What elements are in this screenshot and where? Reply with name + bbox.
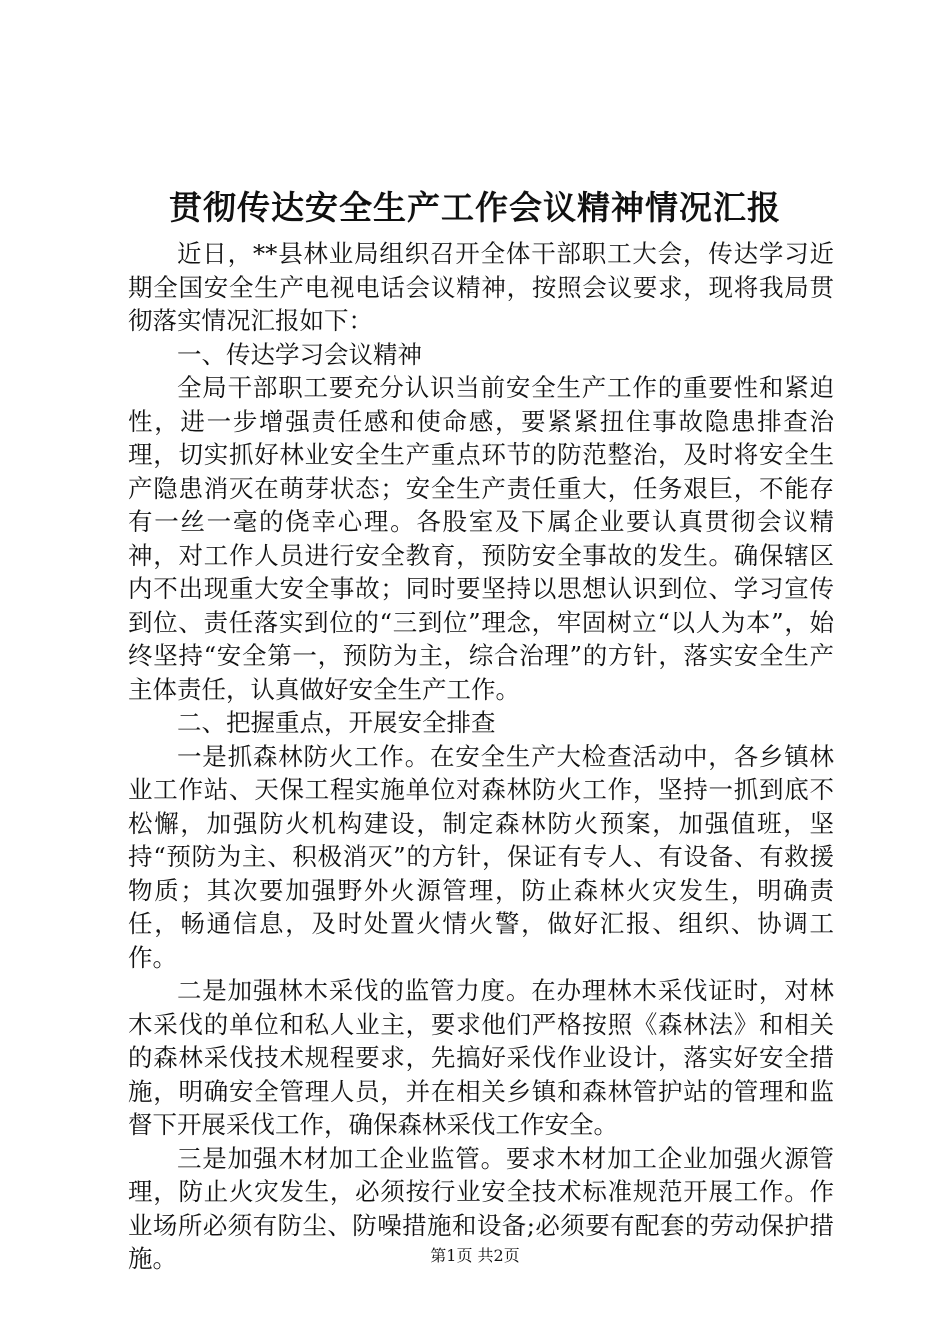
document-title: 贯彻传达安全生产工作会议精神情况汇报: [169, 188, 781, 227]
section-heading-1: 一、传达学习会议精神: [177, 339, 422, 369]
page-number-footer: 第1页 共2页: [430, 1246, 520, 1265]
body-paragraph: 全局干部职工要充分认识当前安全生产工作的重要性和紧迫性，进一步增强责任感和使命感，要紧紧扭住事故隐患排查治理，切实抓好林业安全生产重点环节的防范整治，及时将安全生产隐患消灭在萌芽状态；安全生产责任重大，任务艰巨，不能存有一丝一毫的侥幸心理。各股室及下属企业要认真贯彻会议精神，对工作人员进行安全教育，预防安全事故的发生。确保辖区内不出现重大安全事故；同时要坚持以思想认识到位、学习宣传到位、责任落实到位的“三到位”理念，牢固树立“以人为本”，始终坚持“安全第一，预防为主，综合治理”的方针，落实安全生产主体责任，认真做好安全生产工作。: [128, 373, 834, 704]
intro-paragraph: 近日，**县林业局组织召开全体干部职工大会，传达学习近期全国安全生产电视电话会议精神，按照会议要求，现将我局贯彻落实情况汇报如下：: [128, 239, 834, 335]
body-paragraph: 二是加强林木采伐的监管力度。在办理林木采伐证时，对林木采伐的单位和私人业主，要求他们严格按照《森林法》和相关的森林采伐技术规程要求，先搞好采伐作业设计，落实好安全措施，明确安全管理人员，并在相关乡镇和森林管护站的管理和监督下开展采伐工作，确保森林采伐工作安全。: [128, 976, 834, 1139]
document-body: [128, 237, 834, 1276]
section-heading-2: 二、把握重点，开展安全排查: [177, 708, 496, 737]
body-paragraph: 一是抓森林防火工作。在安全生产大检查活动中，各乡镇林业工作站、天保工程实施单位对森林防火工作，坚持一抓到底不松懈，加强防火机构建设，制定森林防火预案，加强值班，坚持“预防为主、积极消灭”的方针，保证有专人、有设备、有救援物质；其次要加强野外火源管理，防止森林火灾发生，明确责任，畅通信息，及时处置火情火警，做好汇报、组织、协调工作。: [128, 741, 834, 972]
body-paragraph: 三是加强木材加工企业监管。要求木材加工企业加强火源管理，防止火灾发生，必须按行业安全技术标准规范开展工作。作业场所必须有防尘、防噪措施和设备;必须要有配套的劳动保护措施。: [128, 1143, 834, 1273]
